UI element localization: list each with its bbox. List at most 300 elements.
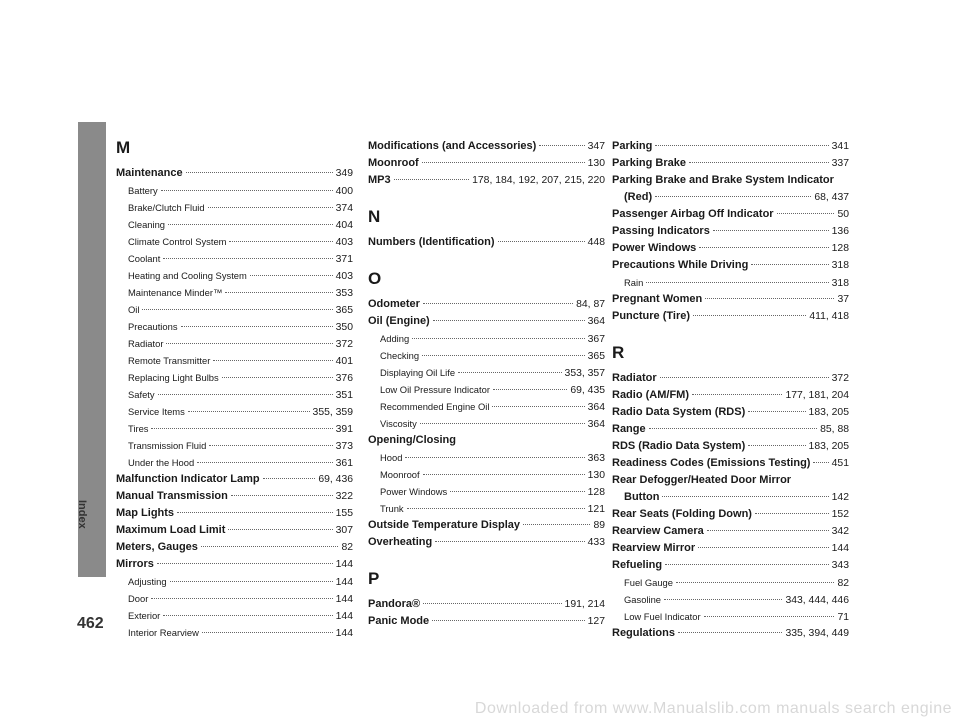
dot-leader [151, 598, 332, 599]
index-subentry [116, 607, 353, 624]
dot-leader [777, 213, 835, 214]
entry-title: Rear Seats (Folding Down) [612, 508, 752, 520]
dot-leader [423, 303, 573, 304]
index-entry [612, 257, 849, 274]
page-reference: 374 [335, 203, 353, 214]
dot-leader [755, 513, 829, 514]
dot-leader [423, 474, 585, 475]
dot-leader [705, 298, 834, 299]
dot-leader [181, 326, 333, 327]
dot-leader [208, 207, 333, 208]
entry-title: Parking [612, 140, 653, 152]
page-reference: 350 [335, 322, 353, 333]
page-reference: 144 [335, 577, 353, 588]
index-entry [612, 421, 849, 438]
dot-leader [704, 616, 835, 617]
section-letter: R [612, 343, 625, 362]
index-subentry [116, 369, 353, 386]
index-subentry [368, 398, 605, 415]
page-reference: 69, 435 [570, 385, 605, 396]
entry-title: Oil (Engine) [368, 315, 430, 327]
index-subentry [368, 415, 605, 432]
dot-leader [433, 320, 585, 321]
page-reference: 89 [593, 520, 605, 531]
dot-leader [202, 632, 333, 633]
page-reference: 372 [335, 339, 353, 350]
dot-leader [423, 603, 561, 604]
entry-title: RDS (Radio Data System) [612, 440, 746, 452]
dot-leader [163, 615, 332, 616]
dot-leader [813, 462, 828, 463]
entry-title: Coolant [128, 253, 161, 264]
dot-leader [222, 377, 333, 378]
dot-leader [422, 355, 585, 356]
section-letter: M [116, 138, 131, 157]
index-subentry [612, 608, 849, 625]
page-reference: 144 [335, 611, 353, 622]
index-entry [116, 556, 353, 573]
entry-title: Pandora® [368, 598, 421, 610]
page-reference: 343, 444, 446 [785, 595, 849, 606]
dot-leader [458, 372, 562, 373]
entry-title: Oil [128, 304, 140, 315]
entry-title: Pregnant Women [612, 293, 703, 305]
entry-title: Passing Indicators [612, 225, 710, 237]
index-entry [612, 489, 849, 506]
index-column-1 [116, 138, 353, 641]
page-reference: 128 [587, 487, 605, 498]
dot-leader [213, 360, 332, 361]
entry-title: Parking Brake [612, 157, 686, 169]
page-reference: 342 [831, 526, 849, 537]
entry-title: Panic Mode [368, 615, 430, 627]
entry-title: Low Fuel Indicator [624, 611, 701, 622]
page-reference: 68, 437 [814, 192, 849, 203]
entry-title: Manual Transmission [116, 490, 228, 502]
entry-title: MP3 [368, 174, 391, 186]
dot-leader [394, 179, 469, 180]
side-label: Index [76, 500, 88, 529]
dot-leader [676, 582, 834, 583]
index-column-2 [368, 138, 605, 630]
entry-title: Adjusting [128, 576, 167, 587]
entry-title: Maintenance [116, 167, 183, 179]
page-reference: 349 [335, 168, 353, 179]
index-entry [612, 625, 849, 642]
index-subentry [368, 483, 605, 500]
page-reference: 183, 205 [808, 441, 849, 452]
dot-leader [707, 530, 829, 531]
dot-leader [201, 546, 339, 547]
dot-leader [692, 394, 782, 395]
page-reference: 364 [587, 402, 605, 413]
entry-title: Remote Transmitter [128, 355, 211, 366]
index-entry [368, 296, 605, 313]
page-reference: 411, 418 [809, 311, 849, 322]
page-reference: 353, 357 [564, 368, 605, 379]
entry-title: Moonroof [368, 157, 419, 169]
index-entry [612, 387, 849, 404]
entry-title: Button [624, 491, 660, 503]
entry-title: Overheating [368, 536, 433, 548]
entry-title: Passenger Airbag Off Indicator [612, 208, 774, 220]
index-subentry [368, 466, 605, 483]
dot-leader [151, 428, 332, 429]
page-reference: 373 [335, 441, 353, 452]
dot-leader [157, 563, 333, 564]
index-entry [116, 471, 353, 488]
dot-leader [197, 462, 332, 463]
page-reference: 155 [335, 508, 353, 519]
page-reference: 371 [335, 254, 353, 265]
section-spacer [612, 325, 849, 343]
page-reference: 144 [335, 559, 353, 570]
page-reference: 144 [335, 628, 353, 639]
dot-leader [432, 620, 585, 621]
dot-leader [250, 275, 333, 276]
dot-leader [492, 406, 584, 407]
entry-title: Checking [380, 350, 420, 361]
index-entry [612, 223, 849, 240]
dot-leader [539, 145, 584, 146]
dot-leader [646, 282, 828, 283]
watermark: Downloaded from www.Manualslib.com manuals search engine [474, 700, 952, 717]
page-reference: 343 [831, 560, 849, 571]
index-subentry [612, 574, 849, 591]
entry-title: Service Items [128, 406, 185, 417]
index-entry [116, 488, 353, 505]
entry-title: (Red) [624, 191, 653, 203]
index-entry [612, 404, 849, 421]
section-spacer [368, 251, 605, 269]
entry-title: Radio Data System (RDS) [612, 406, 746, 418]
entry-title: Recommended Engine Oil [380, 401, 490, 412]
index-subentry [368, 364, 605, 381]
page-reference: 178, 184, 192, 207, 215, 220 [472, 175, 605, 186]
page-reference: 152 [831, 509, 849, 520]
dot-leader [163, 258, 332, 259]
page-reference: 365 [335, 305, 353, 316]
page-reference: 144 [831, 543, 849, 554]
page-reference: 337 [831, 158, 849, 169]
dot-leader [498, 241, 585, 242]
dot-leader [170, 581, 333, 582]
dot-leader [405, 457, 584, 458]
page-reference: 130 [587, 158, 605, 169]
entry-title: Numbers (Identification) [368, 236, 495, 248]
entry-title: Displaying Oil Life [380, 367, 456, 378]
section-spacer [368, 551, 605, 569]
dot-leader [209, 445, 332, 446]
dot-leader [713, 230, 829, 231]
dot-leader [662, 496, 828, 497]
dot-leader [435, 541, 584, 542]
index-subentry [116, 590, 353, 607]
entry-title: Mirrors [116, 558, 154, 570]
dot-leader [168, 224, 333, 225]
dot-leader [748, 445, 805, 446]
entry-title: Exterior [128, 610, 161, 621]
dot-leader [158, 394, 333, 395]
page-reference: 400 [335, 186, 353, 197]
dot-leader [228, 529, 332, 530]
index-entry [368, 313, 605, 330]
entry-title: Transmission Fluid [128, 440, 207, 451]
page-reference: 130 [587, 470, 605, 481]
index-entry [612, 438, 849, 455]
page-reference: 318 [831, 278, 849, 289]
entry-title: Door [128, 593, 149, 604]
page-reference: 177, 181, 204 [785, 390, 849, 401]
entry-title: Interior Rearview [128, 627, 199, 638]
page-reference: 84, 87 [576, 299, 605, 310]
entry-title: Cleaning [128, 219, 166, 230]
dot-leader [177, 512, 333, 513]
index-entry [368, 234, 605, 251]
index-subentry [368, 381, 605, 398]
index-subentry [116, 624, 353, 641]
page-reference: 142 [831, 492, 849, 503]
entry-title: Maximum Load Limit [116, 524, 226, 536]
entry-title: Hood [380, 452, 403, 463]
entry-title: Brake/Clutch Fluid [128, 202, 205, 213]
entry-title: Trunk [380, 503, 404, 514]
page-reference: 127 [587, 616, 605, 627]
index-entry [612, 240, 849, 257]
page-reference: 136 [831, 226, 849, 237]
entry-title: Replacing Light Bulbs [128, 372, 219, 383]
index-entry [612, 189, 849, 206]
dot-leader [229, 241, 332, 242]
index-entry [368, 613, 605, 630]
page-reference: 347 [587, 141, 605, 152]
entry-title: Regulations [612, 627, 675, 639]
dot-leader [655, 196, 811, 197]
index-heading: Rear Defogger/Heated Door Mirror [612, 474, 792, 486]
entry-title: Under the Hood [128, 457, 195, 468]
entry-title: Malfunction Indicator Lamp [116, 473, 260, 485]
page-reference: 365 [587, 351, 605, 362]
index-subentry [612, 274, 849, 291]
index-heading: Parking Brake and Brake System Indicator [612, 174, 834, 186]
index-subentry [368, 449, 605, 466]
page-reference: 37 [837, 294, 849, 305]
index-entry [368, 534, 605, 551]
index-entry [368, 596, 605, 613]
dot-leader [664, 599, 782, 600]
page-reference: 364 [587, 419, 605, 430]
page-reference: 341 [831, 141, 849, 152]
entry-title: Precautions While Driving [612, 259, 749, 271]
page-reference: 376 [335, 373, 353, 384]
index-entry [612, 370, 849, 387]
dot-leader [263, 478, 316, 479]
index-subentry [116, 454, 353, 471]
page-reference: 404 [335, 220, 353, 231]
page-reference: 364 [587, 316, 605, 327]
entry-title: Rearview Camera [612, 525, 704, 537]
index-subentry [116, 386, 353, 403]
page-reference: 363 [587, 453, 605, 464]
section-letter: O [368, 269, 382, 288]
page-reference: 451 [831, 458, 849, 469]
index-subentry [116, 335, 353, 352]
dot-leader [142, 309, 332, 310]
index-entry [612, 455, 849, 472]
index-entry [612, 557, 849, 574]
index-entry [368, 155, 605, 172]
index-subentry [116, 182, 353, 199]
page-number: 462 [77, 615, 104, 632]
dot-leader [422, 162, 585, 163]
index-subentry [116, 216, 353, 233]
entry-title: Meters, Gauges [116, 541, 198, 553]
index-column-3 [612, 138, 849, 642]
dot-leader [698, 547, 829, 548]
index-subentry [116, 233, 353, 250]
index-entry [612, 308, 849, 325]
dot-leader [665, 564, 829, 565]
dot-leader [649, 428, 817, 429]
index-subentry [116, 318, 353, 335]
index-subentry [116, 573, 353, 590]
page-reference: 403 [335, 237, 353, 248]
page-reference: 318 [831, 260, 849, 271]
entry-title: Map Lights [116, 507, 175, 519]
entry-title: Readiness Codes (Emissions Testing) [612, 457, 811, 469]
page-reference: 335, 394, 449 [785, 628, 849, 639]
entry-title: Tires [128, 423, 149, 434]
page-reference: 121 [587, 504, 605, 515]
entry-title: Refueling [612, 559, 663, 571]
page-reference: 183, 205 [808, 407, 849, 418]
page-reference: 353 [335, 288, 353, 299]
index-subentry [116, 420, 353, 437]
page-reference: 401 [335, 356, 353, 367]
dot-leader [693, 315, 806, 316]
index-entry [612, 540, 849, 557]
index-entry [612, 138, 849, 155]
entry-title: Maintenance Minder™ [128, 287, 223, 298]
entry-title: Outside Temperature Display [368, 519, 521, 531]
page-reference: 367 [587, 334, 605, 345]
dot-leader [225, 292, 332, 293]
dot-leader [186, 172, 333, 173]
dot-leader [748, 411, 805, 412]
index-subentry [116, 267, 353, 284]
entry-title: Power Windows [612, 242, 697, 254]
page-reference: 372 [831, 373, 849, 384]
index-subentry [368, 347, 605, 364]
dot-leader [188, 411, 310, 412]
entry-title: Puncture (Tire) [612, 310, 691, 322]
page-reference: 69, 436 [318, 474, 353, 485]
index-entry [116, 522, 353, 539]
entry-title: Power Windows [380, 486, 448, 497]
entry-title: Radiator [612, 372, 657, 384]
page-reference: 71 [837, 612, 849, 623]
page-reference: 355, 359 [312, 407, 353, 418]
index-entry [368, 138, 605, 155]
index-entry [612, 155, 849, 172]
entry-title: Gasoline [624, 594, 662, 605]
index-subentry [116, 301, 353, 318]
entry-title: Rearview Mirror [612, 542, 696, 554]
index-subentry [116, 403, 353, 420]
page-reference: 82 [341, 542, 353, 553]
section-letter: P [368, 569, 380, 588]
entry-title: Climate Control System [128, 236, 227, 247]
index-entry [612, 291, 849, 308]
dot-leader [660, 377, 829, 378]
page-reference: 82 [837, 578, 849, 589]
page-reference: 128 [831, 243, 849, 254]
entry-title: Viscosity [380, 418, 417, 429]
index-subentry [116, 437, 353, 454]
page-reference: 361 [335, 458, 353, 469]
dot-leader [751, 264, 828, 265]
page-reference: 433 [587, 537, 605, 548]
entry-title: Range [612, 423, 646, 435]
page-reference: 191, 214 [564, 599, 605, 610]
dot-leader [678, 632, 782, 633]
dot-leader [407, 508, 585, 509]
entry-title: Heating and Cooling System [128, 270, 247, 281]
dot-leader [689, 162, 829, 163]
index-subentry [116, 352, 353, 369]
dot-leader [161, 190, 333, 191]
dot-leader [412, 338, 584, 339]
entry-title: Modifications (and Accessories) [368, 140, 537, 152]
index-entry [612, 506, 849, 523]
dot-leader [420, 423, 585, 424]
dot-leader [450, 491, 584, 492]
page-reference: 85, 88 [820, 424, 849, 435]
index-subentry [116, 284, 353, 301]
index-entry [612, 206, 849, 223]
page-reference: 50 [837, 209, 849, 220]
index-subentry [368, 330, 605, 347]
page-reference: 448 [587, 237, 605, 248]
index-entry [612, 523, 849, 540]
index-entry [116, 505, 353, 522]
entry-title: Safety [128, 389, 155, 400]
index-entry [368, 172, 605, 189]
dot-leader [523, 524, 590, 525]
page-reference: 403 [335, 271, 353, 282]
index-subentry [116, 199, 353, 216]
index-heading: Opening/Closing [368, 434, 456, 446]
dot-leader [166, 343, 332, 344]
entry-title: Moonroof [380, 469, 420, 480]
entry-title: Precautions [128, 321, 178, 332]
index-entry [116, 539, 353, 556]
entry-title: Radio (AM/FM) [612, 389, 689, 401]
index-subentry [368, 500, 605, 517]
entry-title: Radiator [128, 338, 164, 349]
index-entry [368, 517, 605, 534]
index-subentry [612, 591, 849, 608]
page-reference: 351 [335, 390, 353, 401]
entry-title: Odometer [368, 298, 420, 310]
dot-leader [655, 145, 828, 146]
page-reference: 307 [335, 525, 353, 536]
index-subentry [116, 250, 353, 267]
index-entry [116, 165, 353, 182]
page-reference: 391 [335, 424, 353, 435]
dot-leader [493, 389, 567, 390]
entry-title: Fuel Gauge [624, 577, 673, 588]
